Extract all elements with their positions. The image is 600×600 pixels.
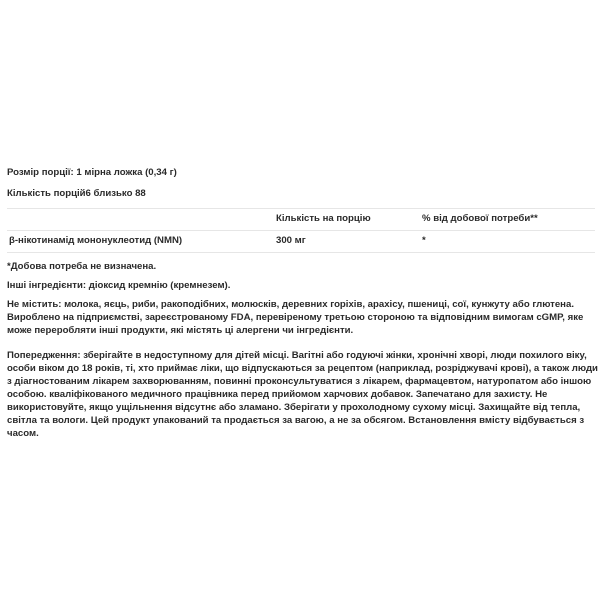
footnote xyxy=(7,260,595,273)
allergen-line: може переробляти інші продукти, які містять ці алергени чи інгредієнти. xyxy=(7,325,354,336)
allergen-line: Не містить: молока, яєць, риби, ракоподібних, молюсків, деревних горіхів, арахісу, пшениці, сої, кунжуту або глютена. xyxy=(7,299,574,310)
footnote-text: *Добова потреба не визначена. xyxy=(7,261,157,272)
table-row xyxy=(7,231,595,252)
serving-size-text: Розмір порції: 1 мірна ложка (0,34 г) xyxy=(7,167,177,178)
daily-value: * xyxy=(422,235,426,246)
warning-line: часом. xyxy=(7,428,39,439)
divider xyxy=(7,252,595,253)
allergen-info xyxy=(7,298,595,337)
warning-line: використовуйте, якщо ущільнення відсутнє або зламано. Зберігати у прохолодному сухому місці. Захищайте від тепла, xyxy=(7,402,581,413)
allergen-line: Вироблено на підприємстві, зареєстрованому FDA, перевіреному третьою стороною та відповідним вимогам cGMP, яке xyxy=(7,312,584,323)
ingredient-amount: 300 мг xyxy=(276,235,306,246)
warning-line: з діагностованим лікарем захворюванням, повинні проконсультуватися з лікарем, фармацевтом, натуропатом або іншою xyxy=(7,376,592,387)
servings-count xyxy=(7,187,595,200)
warning xyxy=(7,349,598,440)
header-cell: Кількість на порцію xyxy=(276,213,371,224)
other-ingredients xyxy=(7,279,595,292)
nutrition-table xyxy=(7,208,595,253)
header-cell: % від добової потреби** xyxy=(422,213,538,224)
ingredient-name: β-нікотинамід мононуклеотид (NMN) xyxy=(9,235,183,246)
other-ingredients-text: Інші інгредієнти: діоксид кремнію (кремнезем). xyxy=(7,280,231,291)
warning-line: світла та вологи. Цей продукт упакований та продається за вагою, а не за обсягом. Встановлення вмісту відбувається з xyxy=(7,415,585,426)
serving-size xyxy=(7,166,595,179)
warning-line: особи віком до 18 років, ті, хто приймає ліки, що відпускаються за рецептом (наприклад, розріджувачі крові), а також люди xyxy=(7,363,598,374)
warning-line: особою. кваліфікованого медичного працівника перед прийомом харчових добавок. Запечатано для захисту. Не xyxy=(7,389,548,400)
table-header-row xyxy=(7,209,595,230)
servings-count-text: Кількість порцій6 близько 88 xyxy=(7,188,146,199)
warning-line: Попередження: зберігайте в недоступному для дітей місці. Вагітні або годуючі жінки, хронічні хворі, люди похилого віку, xyxy=(7,350,587,361)
